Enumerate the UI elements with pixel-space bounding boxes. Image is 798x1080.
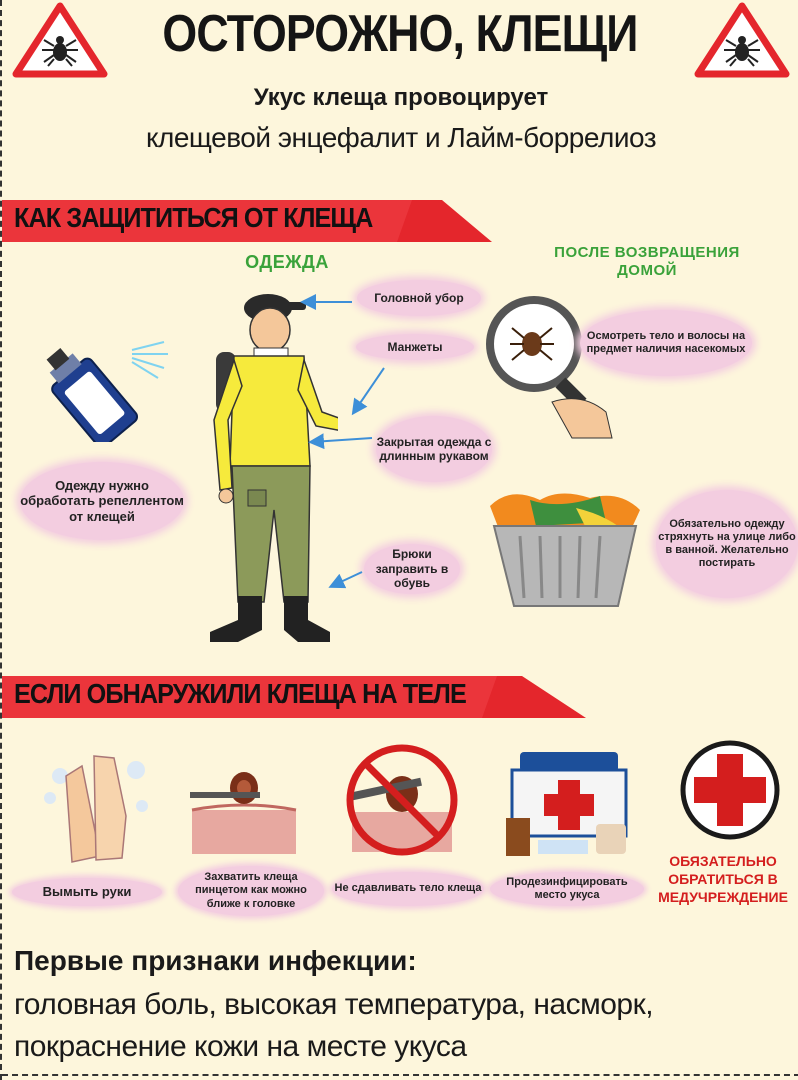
laundry-basket-icon <box>480 486 648 610</box>
red-cross-icon <box>678 738 782 842</box>
inspect-body-tip: Осмотреть тело и волосы на предмет наличия насекомых <box>580 310 752 376</box>
section-ribbon-protect <box>2 198 502 244</box>
clothing-heading: ОДЕЖДА <box>245 252 329 272</box>
step-grab-tick: Захватить клеща пинцетом как можно ближе к головке <box>178 866 324 916</box>
tick-warning-icon <box>12 2 108 78</box>
repellent-spray-icon <box>32 332 172 442</box>
step-no-squeeze: Не сдавливать тело клеща <box>332 872 484 906</box>
washing-hands-icon <box>42 746 154 866</box>
repellent-tip: Одежду нужно обработать репеллентом от клещей <box>20 462 184 540</box>
no-squeeze-icon <box>342 740 462 860</box>
magnifier-tick-icon <box>482 292 622 442</box>
section-heading-protect: КАК ЗАЩИТИТЬСЯ ОТ КЛЕЩА <box>14 202 373 233</box>
cuffs-tip: Манжеты <box>356 334 474 360</box>
first-aid-kit-icon <box>502 744 638 864</box>
page-title: ОСТОРОЖНО, КЛЕЩИ <box>162 5 638 63</box>
medical-facility-note: ОБЯЗАТЕЛЬНО ОБРАТИТЬСЯ В МЕДУЧРЕЖДЕНИЕ <box>658 853 788 906</box>
infection-signs-title: Первые признаки инфекции: <box>14 945 417 976</box>
after-home-heading: ПОСЛЕ ВОЗВРАЩЕНИЯ ДОМОЙ <box>554 244 740 279</box>
pointer-arrows <box>292 290 492 610</box>
step-disinfect: Продезинфицировать место укуса <box>490 872 644 906</box>
step-wash-hands: Вымыть руки <box>12 878 162 906</box>
hat-tip: Головной убор <box>357 280 481 316</box>
tweezers-tick-icon <box>188 748 300 858</box>
shake-clothes-tip: Обязательно одежду стряхнуть на улице либо в ванной. Желательно постирать <box>656 490 798 598</box>
closed-clothes-tip: Закрытая одежда с длинным рукавом <box>376 416 492 482</box>
tick-warning-icon <box>694 2 790 78</box>
infection-signs-line-1: головная боль, высокая температура, насморк, <box>14 988 654 1021</box>
subtitle-diseases: клещевой энцефалит и Лайм-боррелиоз <box>145 122 657 153</box>
infection-signs-line-2: покраснение кожи на месте укуса <box>14 1030 467 1063</box>
section-heading-found: ЕСЛИ ОБНАРУЖИЛИ КЛЕЩА НА ТЕЛЕ <box>14 678 466 709</box>
section-ribbon-found <box>2 674 592 720</box>
subtitle-bold: Укус клеща провоцирует <box>253 84 549 111</box>
trousers-tip: Брюки заправить в обувь <box>364 544 460 594</box>
cut-line <box>2 1074 798 1076</box>
